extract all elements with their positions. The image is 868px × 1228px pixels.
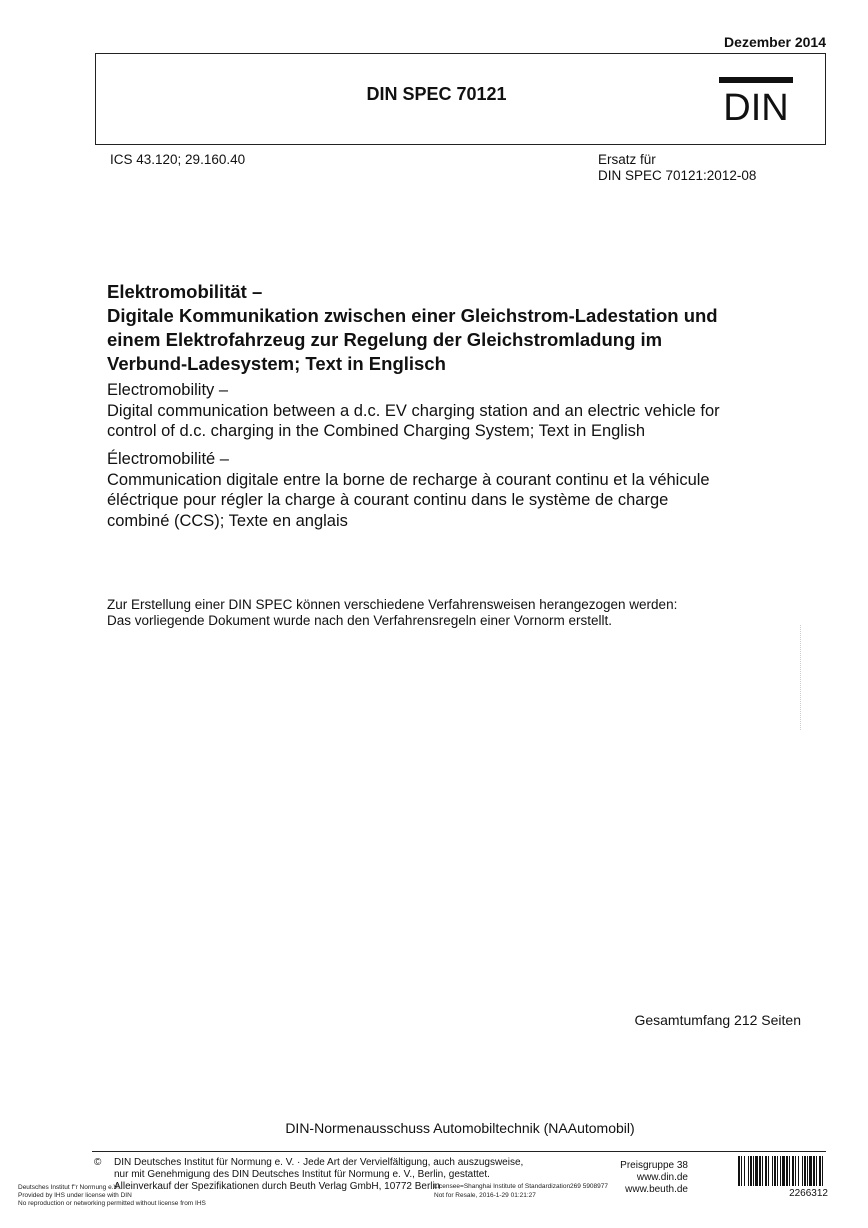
din-url: www.din.de — [636, 1172, 688, 1183]
english-title-line: Electromobility – — [107, 381, 229, 399]
ihs-line: Deutsches Institut f"r Normung e.V. — [18, 1184, 120, 1191]
barcode-stripe — [777, 1156, 778, 1186]
german-title — [107, 280, 827, 376]
license-line: Not for Resale, 2016-1-29 01:21:27 — [434, 1191, 536, 1199]
german-title-line: Elektromobilität – — [107, 281, 263, 302]
barcode-stripe — [807, 1156, 808, 1186]
publication-date: Dezember 2014 — [724, 34, 826, 50]
barcode-stripe — [804, 1156, 806, 1186]
french-title-line: Communication digitale entre la borne de recharge à courant continu et la véhicule — [107, 470, 710, 489]
barcode-stripe — [765, 1156, 767, 1186]
barcode-stripe — [753, 1156, 754, 1186]
copyright-line: nur mit Genehmigung des DIN Deutsches Institut für Normung e. V., Berlin, gestattet. — [114, 1169, 490, 1180]
beuth-url: www.beuth.de — [625, 1184, 688, 1195]
barcode-stripe — [759, 1156, 761, 1186]
barcode-stripe — [780, 1156, 781, 1186]
english-title — [107, 380, 827, 442]
barcode-stripe — [819, 1156, 821, 1186]
ihs-notice — [18, 1184, 206, 1208]
barcode-stripe — [816, 1156, 817, 1186]
title-box — [95, 53, 826, 145]
barcode-stripe — [822, 1156, 823, 1186]
french-title-line: éléctrique pour régler la charge à courant continu dans le système de charge — [107, 491, 669, 509]
license-line: Licensee=Shanghai Institute of Standardization269 5908977 — [434, 1183, 609, 1190]
barcode-stripe — [755, 1156, 758, 1186]
total-pages: Gesamtumfang 212 Seiten — [634, 1012, 801, 1028]
copyright-line: Alleinverkauf der Spezifikationen durch Beuth Verlag GmbH, 10772 Berlin — [114, 1181, 441, 1192]
english-title-line: Digital communication between a d.c. EV charging station and an electric vehicle for — [107, 401, 720, 420]
spec-number: DIN SPEC 70121 — [366, 84, 507, 104]
english-title-line: control of d.c. charging in the Combined Charging System; Text in English — [107, 422, 646, 440]
ics-codes: ICS 43.120; 29.160.40 — [110, 152, 246, 167]
barcode-stripe — [809, 1156, 812, 1186]
barcode-stripe — [782, 1156, 785, 1186]
barcode-stripe — [762, 1156, 763, 1186]
barcode-number: 2266312 — [789, 1188, 828, 1199]
barcode-stripe — [798, 1156, 799, 1186]
footer-divider — [92, 1151, 826, 1152]
barcode-stripe — [786, 1156, 788, 1186]
barcode-stripe — [744, 1156, 745, 1186]
barcode-stripe — [802, 1156, 803, 1186]
din-logo-text: DIN — [723, 87, 789, 126]
replaces-block — [598, 152, 756, 184]
german-title-line: Digitale Kommunikation zwischen einer Gleichstrom-Ladestation und — [107, 305, 718, 326]
barcode-stripe — [789, 1156, 790, 1186]
replaces-value: DIN SPEC 70121:2012-08 — [598, 168, 757, 183]
price-group: Preisgruppe 38 — [620, 1160, 688, 1171]
french-title-line: Électromobilité – — [107, 450, 229, 468]
barcode-stripe — [738, 1156, 740, 1186]
ihs-line: No reproduction or networking permitted without license from IHS — [18, 1200, 206, 1207]
barcode-stripe — [774, 1156, 776, 1186]
license-notice — [434, 1183, 608, 1200]
replaces-label: Ersatz für — [598, 152, 656, 167]
barcode-stripe — [813, 1156, 815, 1186]
procedure-line: Das vorliegende Dokument wurde nach den Verfahrensregeln einer Vornorm erstellt. — [107, 612, 613, 628]
ihs-line: Provided by IHS under license with DIN — [18, 1192, 132, 1199]
german-title-line: einem Elektrofahrzeug zur Regelung der Gleichstromladung im — [107, 329, 663, 350]
barcode-stripe — [748, 1156, 749, 1186]
copyright-symbol: © — [94, 1157, 102, 1168]
committee-name: DIN-Normenausschuss Automobiltechnik (NAAutomobil) — [285, 1120, 635, 1136]
barcode-stripe — [768, 1156, 769, 1186]
procedure-note — [107, 597, 677, 628]
barcode-stripe — [795, 1156, 796, 1186]
barcode — [738, 1156, 828, 1186]
side-watermark — [800, 625, 807, 730]
procedure-line: Zur Erstellung einer DIN SPEC können verschiedene Verfahrensweisen herangezogen werden: — [107, 597, 678, 612]
french-title — [107, 449, 827, 531]
barcode-stripe — [750, 1156, 752, 1186]
copyright-line: DIN Deutsches Institut für Normung e. V. · Jede Art der Vervielfältigung, auch auszugsweise, — [114, 1157, 524, 1168]
barcode-stripe — [772, 1156, 773, 1186]
french-title-line: combiné (CCS); Texte en anglais — [107, 511, 348, 530]
barcode-stripe — [792, 1156, 794, 1186]
barcode-stripe — [741, 1156, 742, 1186]
din-logo — [718, 76, 794, 126]
german-title-line: Verbund-Ladesystem; Text in Englisch — [107, 353, 446, 374]
